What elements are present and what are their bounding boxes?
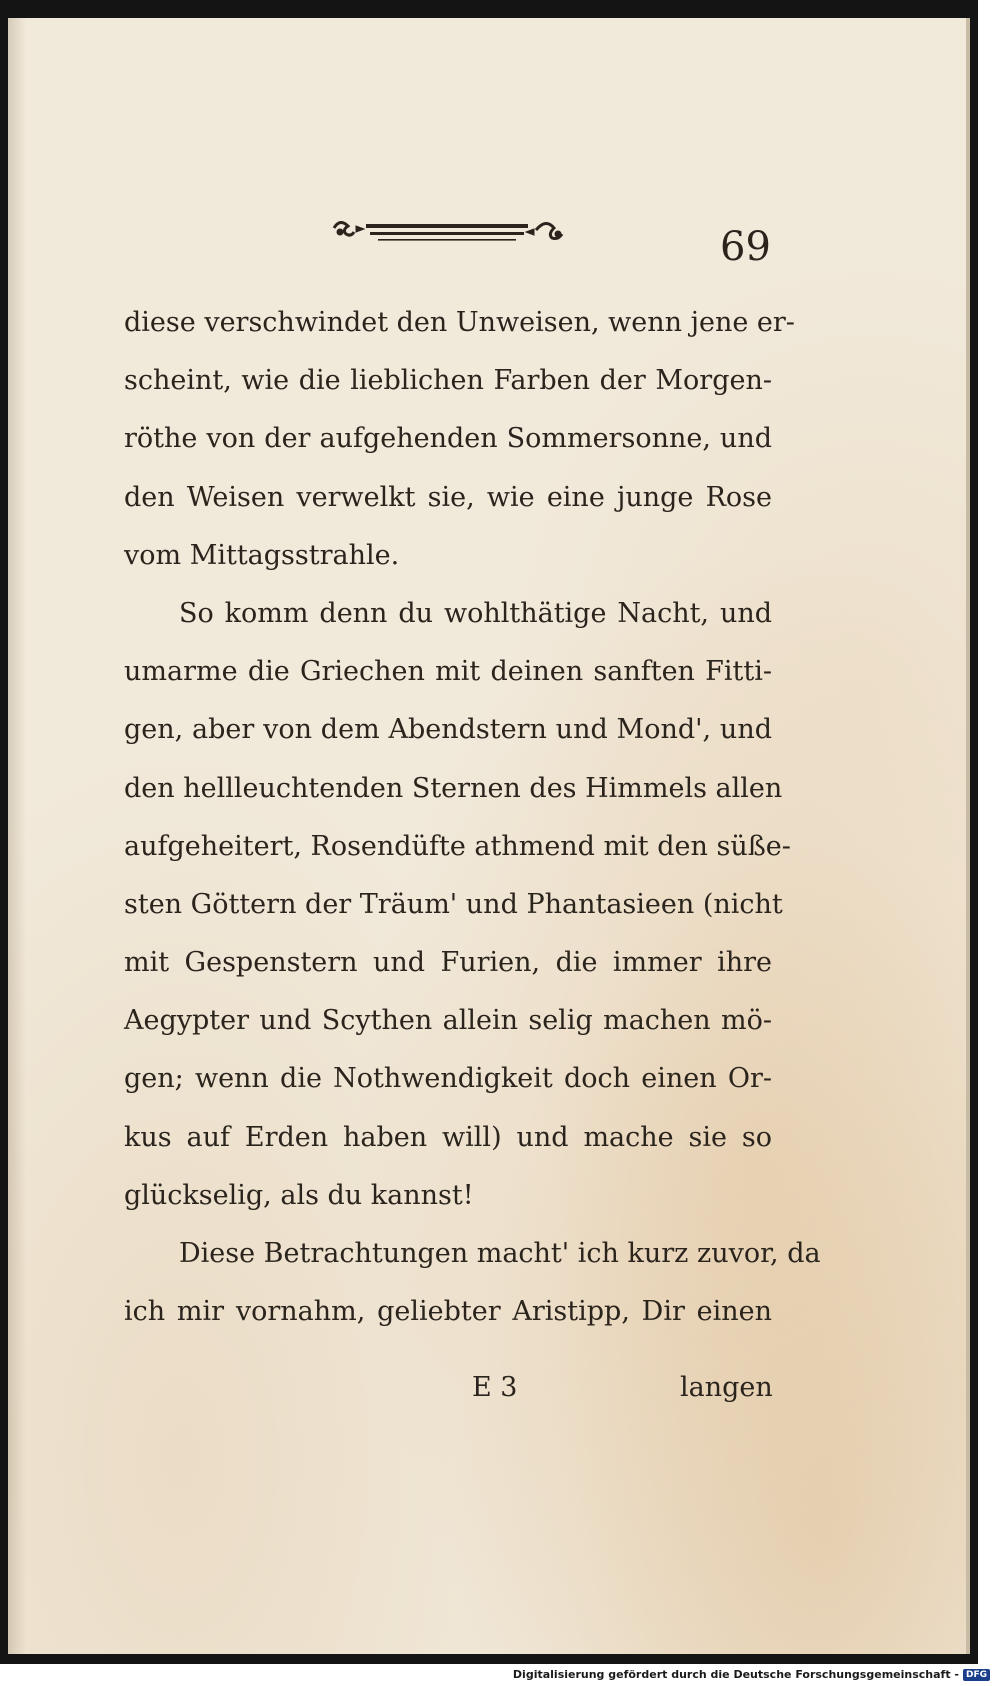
- text-line: den hellleuchtenden Sternen des Himmels allen: [124, 772, 783, 804]
- text-line: ich mir vornahm, geliebter Aristipp, Dir einen: [124, 1296, 772, 1328]
- text-line: Aegypter und Scythen allein selig machen mö-: [124, 1005, 772, 1037]
- digitization-credit: [513, 1668, 990, 1681]
- text-line: mit Gespenstern und Furien, die immer ihre: [124, 947, 772, 979]
- text-line: umarme die Griechen mit deinen sanften Fitti-: [124, 656, 772, 688]
- signature-mark: E 3: [472, 1372, 518, 1403]
- text-line: sten Göttern der Träum' und Phantasieen (nicht: [124, 888, 783, 920]
- text-line: den Weisen verwelkt sie, wie eine junge Rose: [124, 481, 772, 513]
- dfg-logo-icon: DFG: [963, 1669, 990, 1681]
- ornamental-headpiece: [330, 212, 570, 252]
- text-line: kus auf Erden haben will) und mache sie so: [124, 1121, 772, 1153]
- book-page: [8, 18, 970, 1654]
- text-line: gen, aber von dem Abendstern und Mond', und: [124, 714, 772, 746]
- text-line: Diese Betrachtungen macht' ich kurz zuvor, da: [179, 1238, 821, 1269]
- page-footer: [8, 1362, 966, 1422]
- text-line: röthe von der aufgehenden Sommersonne, und: [124, 423, 772, 455]
- credit-text: Digitalisierung gefördert durch die Deutsche Forschungsgemeinschaft -: [512, 1668, 959, 1681]
- text-line: diese verschwindet den Unweisen, wenn jene er-: [124, 307, 795, 338]
- text-line: So komm denn du wohlthätige Nacht, und: [179, 597, 772, 629]
- catchword: langen: [680, 1372, 773, 1403]
- body-text: [124, 294, 821, 1341]
- text-line: scheint, wie die lieblichen Farben der Morgen-: [124, 365, 772, 397]
- text-line: vom Mittagsstrahle.: [124, 539, 400, 571]
- text-line: gen; wenn die Nothwendigkeit doch einen Or-: [124, 1063, 772, 1095]
- text-line: glückselig, als du kannst!: [124, 1179, 474, 1211]
- text-line: aufgeheitert, Rosendüfte athmend mit den süße-: [124, 830, 791, 862]
- page-number: 69: [720, 224, 771, 270]
